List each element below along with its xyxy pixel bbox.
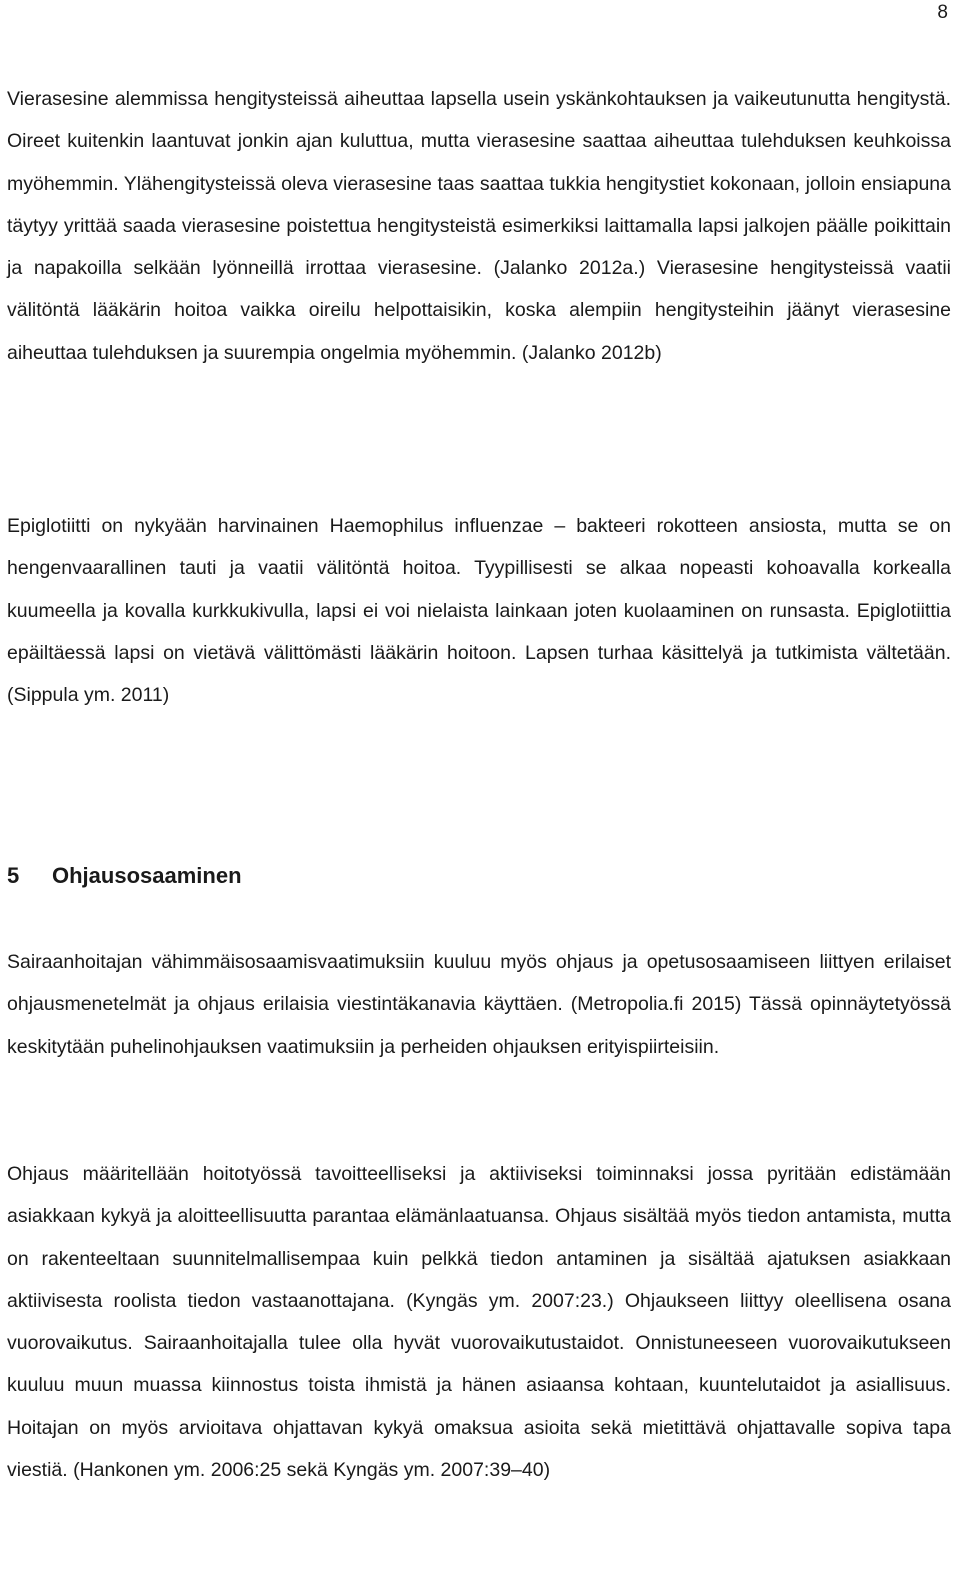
section-heading <box>7 856 242 896</box>
paragraph-foreign-body: Vierasesine alemmissa hengitysteissä aiheuttaa lapsella usein yskänkohtauksen ja vaikeutunutta hengitystä. Oireet kuitenkin laantuvat jonkin ajan kuluttua, mutta vierasesine saattaa aiheuttaa tulehduksen keuhkoissa myöhemmin. Ylähengitysteissä oleva vierasesine taas saattaa tukkia hengitystiet kokonaan, jolloin ensiapuna täytyy yrittää saada vierasesine poistettua hengitysteistä esimerkiksi laittamalla lapsi jalkojen päälle poikittain ja napakoilla selkään lyönneillä irrottaa vierasesine. (Jalanko 2012a.) Vierasesine hengitysteissä vaatii välitöntä lääkärin hoitoa vaikka oireilu helpottaisikin, koska alempiin hengitysteihin jäänyt vierasesine aiheuttaa tulehduksen ja suurempia ongelmia myöhemmin. (Jalanko 2012b) <box>7 88 951 364</box>
paragraph-guidance-definition: Ohjaus määritellään hoitotyössä tavoitteelliseksi ja aktiiviseksi toiminnaksi jossa pyritään edistämään asiakkaan kykyä ja aloitteellisuutta parantaa elämänlaatuansa. Ohjaus sisältää myös tiedon antamista, mutta on rakenteeltaan suunnitelmallisempaa kuin pelkkä tiedon antaminen ja sisältää ajatuksen asiakkaan aktiivisesta roolista tiedon vastaanottajana. (Kyngäs ym. 2007:23.) Ohjaukseen liittyy oleellisena osana vuorovaikutus. Sairaanhoitajalla tulee olla hyvät vuorovaikutustaidot. Onnistuneeseen vuorovaikutukseen kuuluu muun muassa kiinnostus toista ihmistä ja hänen asiaansa kohtaan, kuuntelutaidot ja asiallisuus. Hoitajan on myös arvioitava ohjattavan kykyä omaksua asioita sekä mietittävä ohjattavalle sopiva tapa viestiä. (Hankonen ym. 2006:25 sekä Kyngäs ym. 2007:39–40) <box>7 1163 951 1482</box>
section-number: 5 <box>7 863 20 888</box>
page-number: 8 <box>937 2 948 23</box>
section-title: Ohjausosaaminen <box>52 863 242 888</box>
paragraph-epiglottitis: Epiglotiitti on nykyään harvinainen Haemophilus influenzae – bakteeri rokotteen ansiosta, mutta se on hengenvaarallinen tauti ja vaatii välitöntä hoitoa. Tyypillisesti se alkaa nopeasti kohoavalla korkealla kuumeella ja kovalla kurkkukivulla, lapsi ei voi nielaista lainkaan joten kuolaaminen on runsasta. Epiglotiittia epäiltäessä lapsi on vietävä välittömästi lääkärin hoitoon. Lapsen turhaa käsittelyä ja tutkimista vältetään. (Sippula ym. 2011) <box>7 515 951 707</box>
paragraph-competence: Sairaanhoitajan vähimmäisosaamisvaatimuksiin kuuluu myös ohjaus ja opetusosaamiseen liittyen erilaiset ohjausmenetelmät ja ohjaus erilaisia viestintäkanavia käyttäen. (Metropolia.fi 2015) Tässä opinnäytetyössä keskitytään puhelinohjauksen vaatimuksiin ja perheiden ohjauksen erityispiirteisiin. <box>7 951 951 1058</box>
